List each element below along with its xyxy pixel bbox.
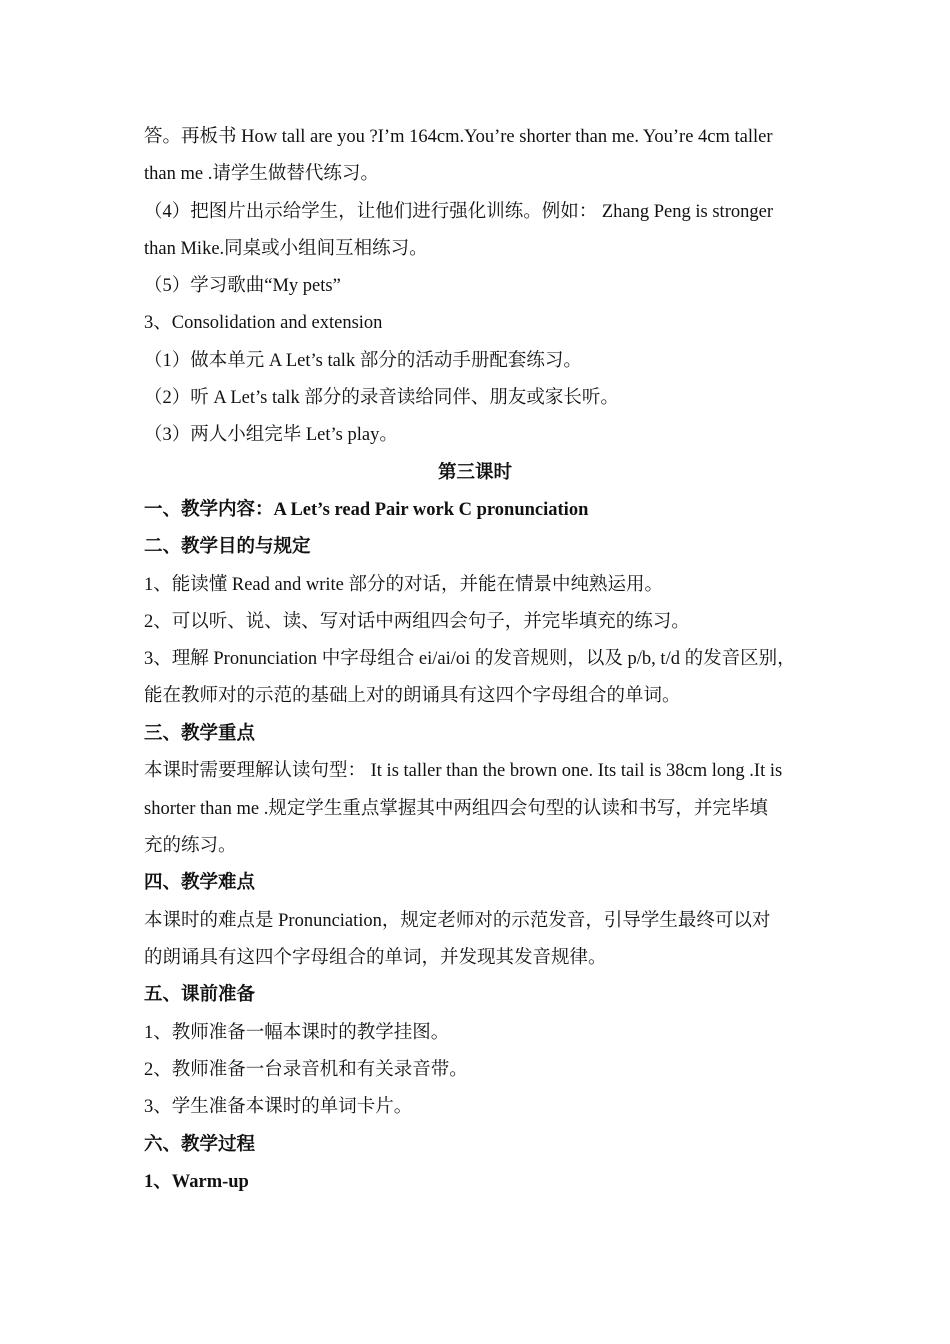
paragraph-line: 能在教师对的示范的基础上对的朗诵具有这四个字母组合的单词。 xyxy=(144,686,681,706)
list-item: （1）做本单元 A Let’s talk 部分的活动手册配套练习。 xyxy=(144,351,582,371)
paragraph-line: than me .请学生做替代练习。 xyxy=(144,164,379,184)
paragraph-line: 充的练习。 xyxy=(144,836,237,856)
list-item: （2）听 A Let’s talk 部分的录音读给同伴、朋友或家长听。 xyxy=(144,388,619,408)
section-title: 第三课时 xyxy=(437,463,512,483)
paragraph-line: （4）把图片出示给学生，让他们进行强化训练。例如： Zhang Peng is stronger xyxy=(144,202,773,222)
heading: 四、教学难点 xyxy=(144,873,256,893)
heading: 1、Warm-up xyxy=(144,1172,249,1192)
paragraph-line: （5）学习歌曲“My pets” xyxy=(144,276,341,296)
list-item: 3、理解 Pronunciation 中字母组合 ei/ai/oi 的发音规则，以及 p/b, t/d 的发音区别， xyxy=(144,649,796,669)
paragraph-line: 的朗诵具有这四个字母组合的单词，并发现其发音规律。 xyxy=(144,948,607,968)
paragraph-line: shorter than me .规定学生重点掌握其中两组四会句型的认读和书写，并完毕填 xyxy=(144,799,768,819)
heading: 三、教学重点 xyxy=(144,724,256,744)
heading: 二、教学目的与规定 xyxy=(144,537,311,557)
list-item: 1、教师准备一幅本课时的教学挂图。 xyxy=(144,1023,450,1043)
paragraph-line: 3、Consolidation and extension xyxy=(144,313,383,333)
paragraph-line: 本课时的难点是 Pronunciation，规定老师对的示范发音，引导学生最终可以对 xyxy=(144,911,771,931)
paragraph-line: 本课时需要理解认读句型： It is taller than the brown one. Its tail is 38cm long .It is xyxy=(144,761,783,781)
heading: 一、教学内容：A Let’s read Pair work C pronunciation xyxy=(144,500,589,520)
paragraph-line: than Mike.同桌或小组间互相练习。 xyxy=(144,239,428,259)
list-item: （3）两人小组完毕 Let’s play。 xyxy=(144,425,398,445)
list-item: 3、学生准备本课时的单词卡片。 xyxy=(144,1097,413,1117)
list-item: 2、可以听、说、读、写对话中两组四会句子，并完毕填充的练习。 xyxy=(144,612,690,632)
heading: 五、课前准备 xyxy=(144,985,256,1005)
list-item: 2、教师准备一台录音机和有关录音带。 xyxy=(144,1060,468,1080)
heading: 六、教学过程 xyxy=(144,1135,256,1155)
list-item: 1、能读懂 Read and write 部分的对话，并能在情景中纯熟运用。 xyxy=(144,575,663,595)
paragraph-line: 答。再板书 How tall are you ?I’m 164cm.You’re shorter than me. You’re 4cm taller xyxy=(144,127,773,147)
